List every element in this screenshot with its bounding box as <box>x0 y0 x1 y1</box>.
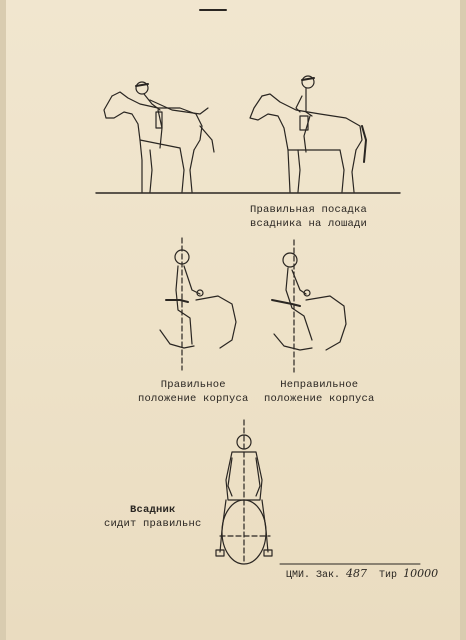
rider-front-figure <box>216 420 272 564</box>
caption-correct-seat-line1: Правильная посадка <box>250 204 368 216</box>
caption-incorrect-body <box>264 378 375 406</box>
caption-correct-body <box>138 378 249 406</box>
horse-mounting-illustration <box>104 82 214 192</box>
horse-correct-seat-illustration <box>250 76 366 192</box>
imprint-label: ЦМИ. Зак. <box>286 570 341 581</box>
caption-rider-sits <box>104 503 202 531</box>
caption-correct-seat-line2: всадника на лошади <box>250 218 368 230</box>
caption-rider-sits-line2: сидит правильнс <box>104 518 202 530</box>
imprint-run-label: Тир <box>379 570 398 581</box>
caption-correct-body-line1: Правильное <box>160 379 226 391</box>
caption-incorrect-body-line1: Неправильное <box>280 379 359 391</box>
caption-rider-sits-line1: Всадник <box>130 504 176 516</box>
correct-body-figure <box>160 238 236 370</box>
imprint-order-number: 487 <box>346 567 368 580</box>
caption-correct-seat <box>250 203 367 231</box>
incorrect-body-figure <box>272 240 346 372</box>
caption-incorrect-body-line2: положение корпуса <box>264 393 375 405</box>
caption-correct-body-line2: положение корпуса <box>138 393 249 405</box>
imprint-run-number: 10000 <box>403 567 439 580</box>
print-imprint <box>286 567 438 581</box>
